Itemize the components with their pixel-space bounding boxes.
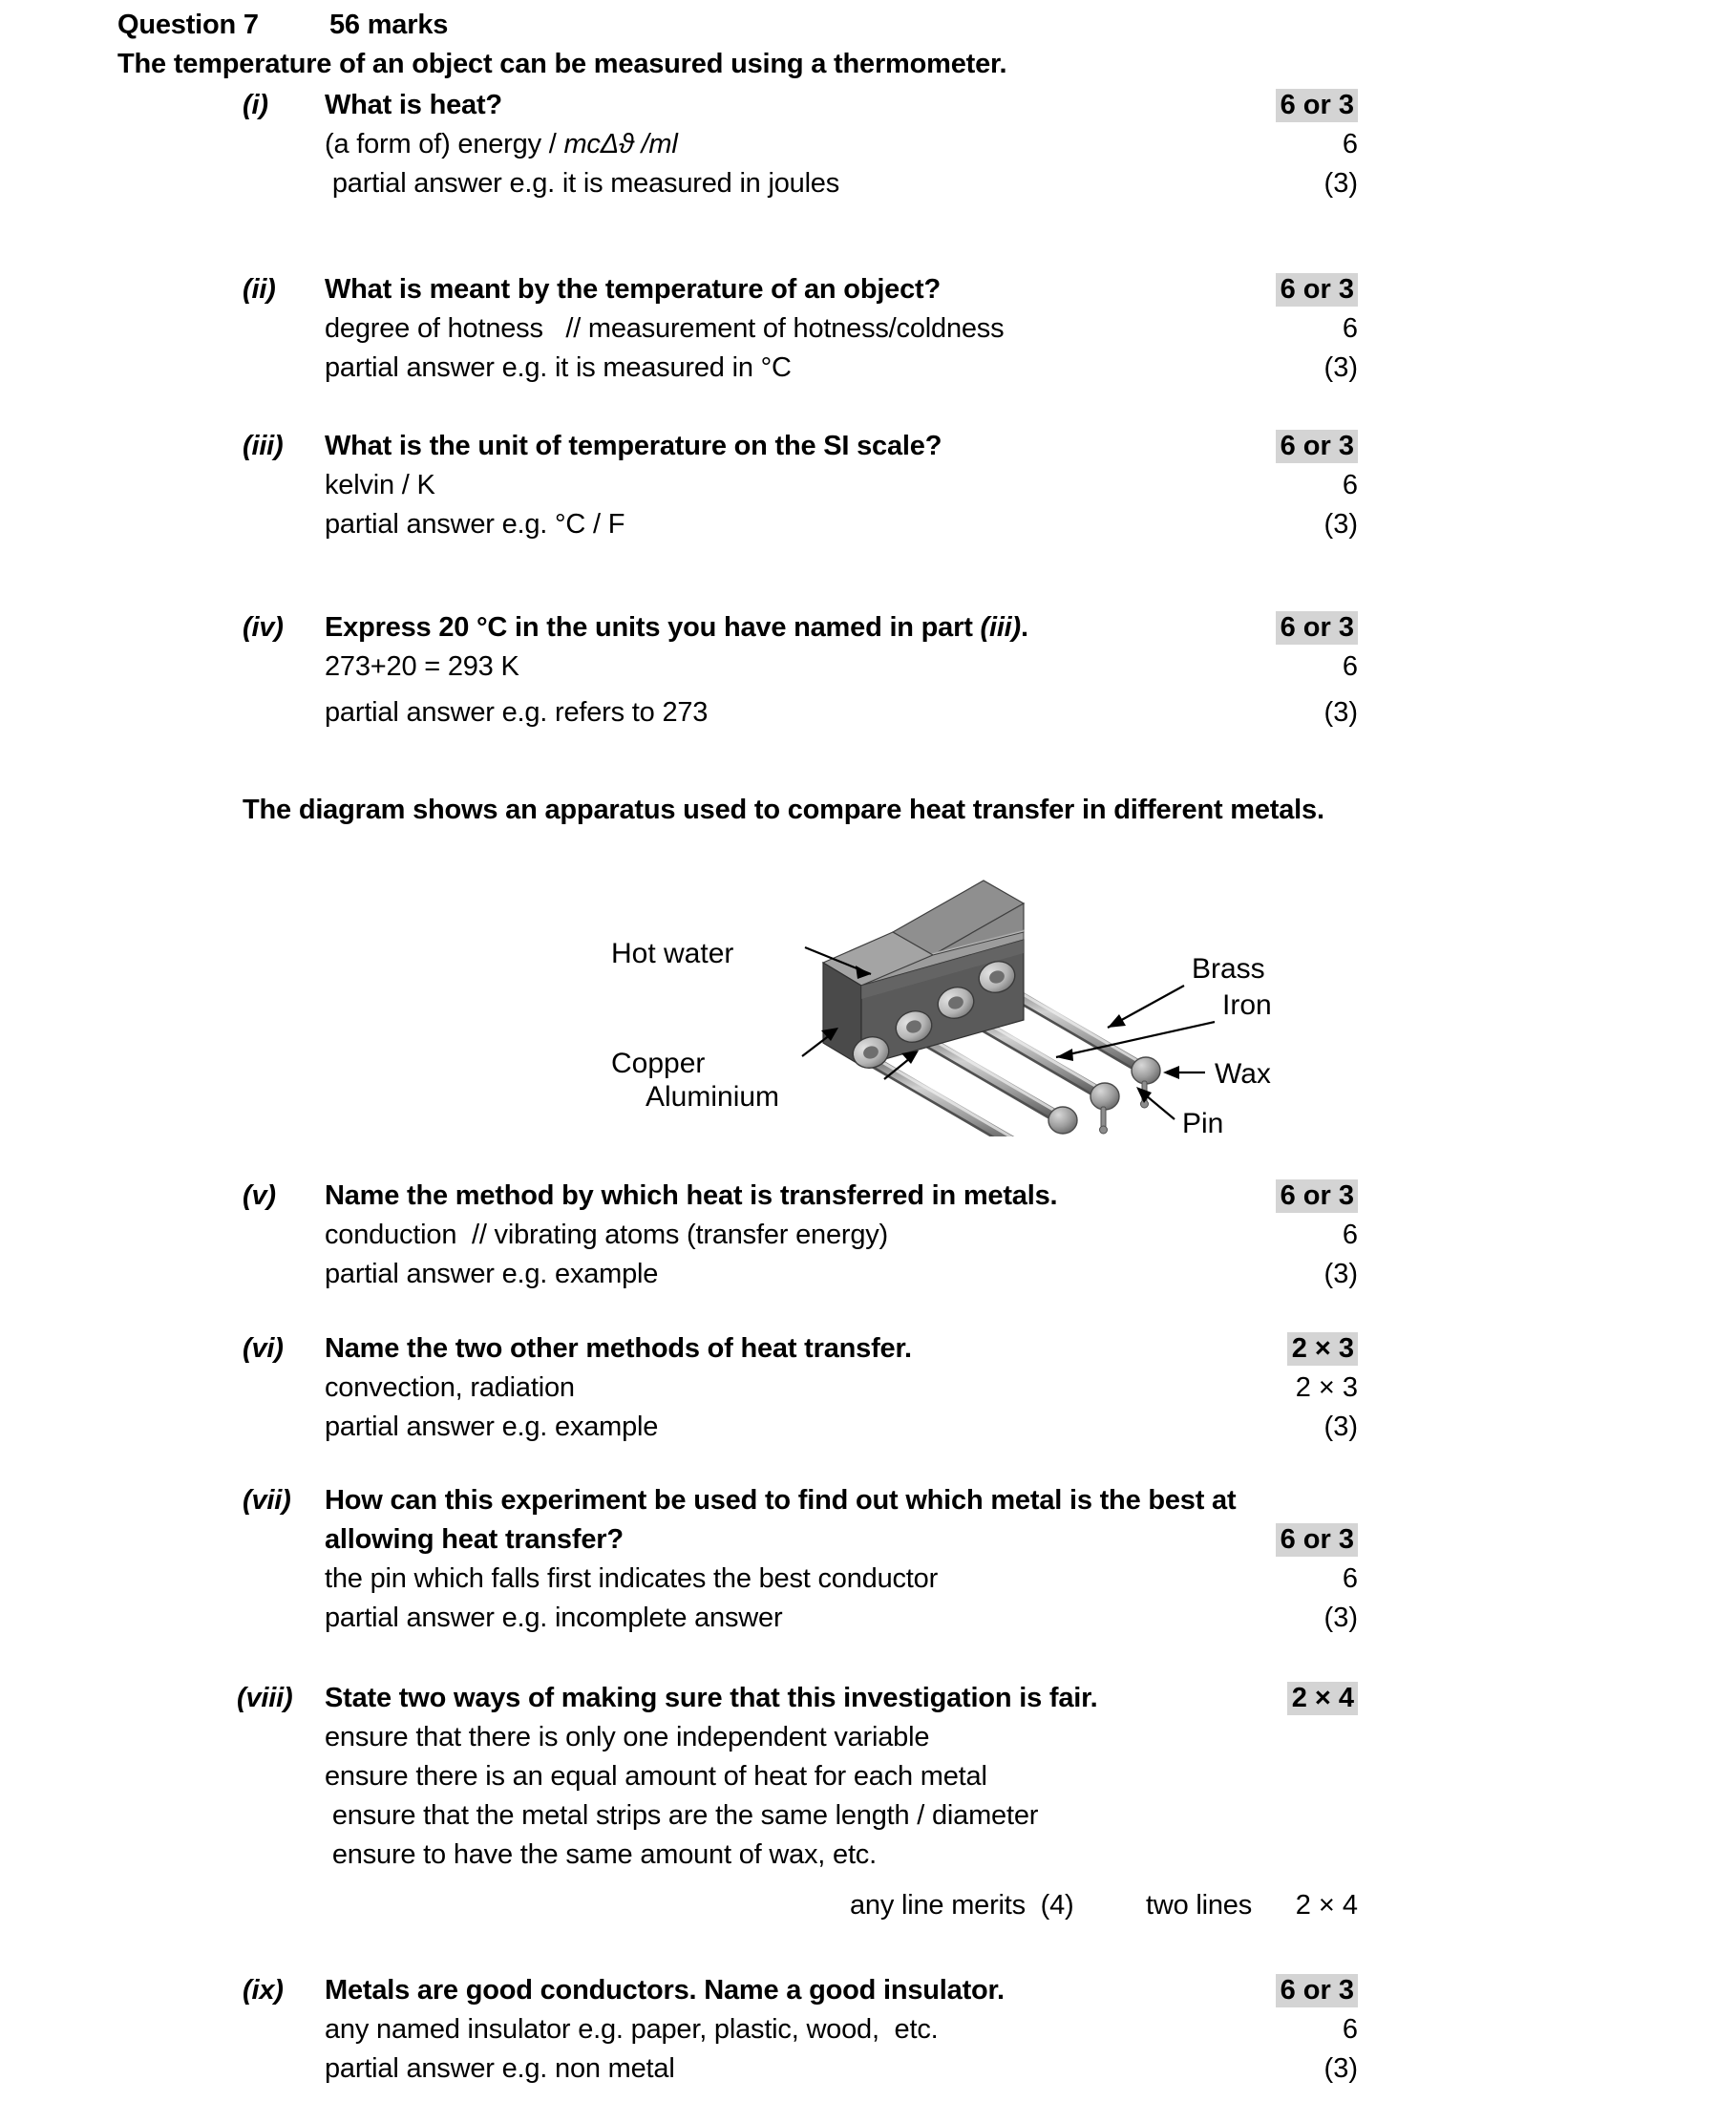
part-question-line2: allowing heat transfer?	[325, 1524, 624, 1555]
label-iron: Iron	[1222, 989, 1272, 1021]
answer-mark: 2 × 3	[1295, 1372, 1358, 1403]
answer-mark: (3)	[1323, 697, 1358, 728]
part-question: Name the two other methods of heat transfer.	[325, 1333, 912, 1364]
answer-line: degree of hotness // measurement of hotness/coldness	[325, 313, 1005, 344]
part-numeral: (i)	[243, 90, 268, 120]
answer-line: partial answer e.g. incomplete answer	[325, 1603, 783, 1633]
part-numeral: (iii)	[243, 431, 284, 461]
part-numeral: (vi)	[243, 1333, 284, 1364]
marks-total: 56 marks	[329, 10, 449, 40]
part-question: What is meant by the temperature of an object?	[325, 274, 942, 305]
answer-mark: (3)	[1323, 1259, 1358, 1289]
diagram-intro: The diagram shows an apparatus used to compare heat transfer in different metals.	[243, 795, 1324, 825]
part-question: How can this experiment be used to find out which metal is the best at	[325, 1485, 1237, 1516]
part-question-mark: 2 × 3	[1098, 1329, 1358, 1369]
part-numeral: (viii)	[237, 1683, 293, 1713]
answer-mark: 6	[1342, 1563, 1358, 1594]
arrow-iron	[1056, 1049, 1073, 1061]
answer-line: partial answer e.g. it is measured in °C	[325, 352, 792, 383]
answer-line: partial answer e.g. non metal	[325, 2053, 675, 2084]
question-period: .	[1021, 612, 1028, 643]
part-question-mark: 2 × 4	[1098, 1679, 1358, 1718]
lead-in-sentence: The temperature of an object can be measured using a thermometer.	[117, 49, 1007, 79]
answer-mark: (3)	[1323, 352, 1358, 383]
part-question: What is heat?	[325, 90, 502, 120]
any-line-merits: any line merits (4)	[850, 1890, 1074, 1921]
answer-line: the pin which falls first indicates the best conductor	[325, 1563, 939, 1594]
part-question: Metals are good conductors. Name a good insulator.	[325, 1975, 1005, 2006]
part-question-mark: 6 or 3	[1098, 270, 1358, 309]
arrow-wax	[1163, 1066, 1179, 1079]
answer-mark: (3)	[1323, 2053, 1358, 2084]
part-numeral: (v)	[243, 1180, 276, 1211]
part-question: State two ways of making sure that this investigation is fair.	[325, 1683, 1098, 1713]
part-numeral: (vii)	[243, 1485, 291, 1516]
answer-line: convection, radiation	[325, 1372, 575, 1403]
answer-line: ensure there is an equal amount of heat for each metal	[325, 1761, 987, 1792]
part-question-mark: 6 or 3	[1098, 427, 1358, 466]
part-question: What is the unit of temperature on the SI scale?	[325, 431, 942, 461]
answer-line: partial answer e.g. example	[325, 1259, 659, 1289]
label-aluminium: Aluminium	[646, 1081, 780, 1113]
answer-line: 273+20 = 293 K	[325, 651, 519, 682]
part-numeral: (ix)	[243, 1975, 284, 2006]
part-numeral: (ii)	[243, 274, 276, 305]
part-question-mark: 6 or 3	[1098, 1971, 1358, 2010]
answer-line: partial answer e.g. example	[325, 1412, 659, 1442]
part-question-mark: 6 or 3	[1098, 86, 1358, 125]
question-text: Express 20 °C in the units you have named in part	[325, 612, 981, 643]
part-numeral: (iv)	[243, 612, 284, 643]
answer-line: conduction // vibrating atoms (transfer energy)	[325, 1220, 889, 1250]
answer-text: (a form of) energy /	[325, 129, 564, 159]
answer-mark: 6	[1342, 470, 1358, 500]
answer-mark: 6	[1342, 129, 1358, 159]
label-wax: Wax	[1215, 1058, 1271, 1090]
answer-formula: mcΔϑ /ml	[563, 129, 678, 159]
answer-line: partial answer e.g. it is measured in joules	[325, 168, 840, 199]
answer-mark: (3)	[1323, 1603, 1358, 1633]
question-label: Question 7	[117, 10, 259, 40]
answer-line: partial answer e.g. °C / F	[325, 509, 625, 540]
answer-line	[325, 125, 678, 164]
answer-mark: (3)	[1323, 509, 1358, 540]
part-question-mark: 6 or 3	[1098, 1177, 1358, 1216]
label-brass: Brass	[1192, 953, 1265, 985]
answer-line: any named insulator e.g. paper, plastic, wood, etc.	[325, 2014, 939, 2045]
label-hot-water: Hot water	[611, 938, 734, 969]
leader-iron	[1056, 1022, 1215, 1057]
answer-line: ensure to have the same amount of wax, etc.	[325, 1839, 877, 1870]
answer-line: ensure that there is only one independent variable	[325, 1722, 930, 1752]
part-question-mark: 6 or 3	[1098, 1520, 1358, 1560]
two-lines-mark: 2 × 4	[1295, 1890, 1358, 1921]
answer-line: ensure that the metal strips are the same length / diameter	[325, 1800, 1039, 1831]
answer-line: partial answer e.g. refers to 273	[325, 697, 709, 728]
apparatus-diagram	[611, 840, 1318, 1136]
question-ref: (iii)	[980, 612, 1022, 643]
answer-mark: (3)	[1323, 1412, 1358, 1442]
answer-mark: 6	[1342, 651, 1358, 682]
two-lines-label: two lines	[1146, 1890, 1253, 1921]
part-question	[325, 608, 1028, 648]
answer-mark: (3)	[1323, 168, 1358, 199]
label-pin: Pin	[1182, 1108, 1224, 1136]
part-question-mark: 6 or 3	[1098, 608, 1358, 648]
answer-line: kelvin / K	[325, 470, 435, 500]
part-question: Name the method by which heat is transferred in metals.	[325, 1180, 1058, 1211]
label-copper: Copper	[611, 1048, 706, 1079]
arrow-pin	[1136, 1087, 1152, 1103]
answer-mark: 6	[1342, 1220, 1358, 1250]
answer-mark: 6	[1342, 2014, 1358, 2045]
answer-mark: 6	[1342, 313, 1358, 344]
arrow-brass	[1108, 1014, 1126, 1028]
